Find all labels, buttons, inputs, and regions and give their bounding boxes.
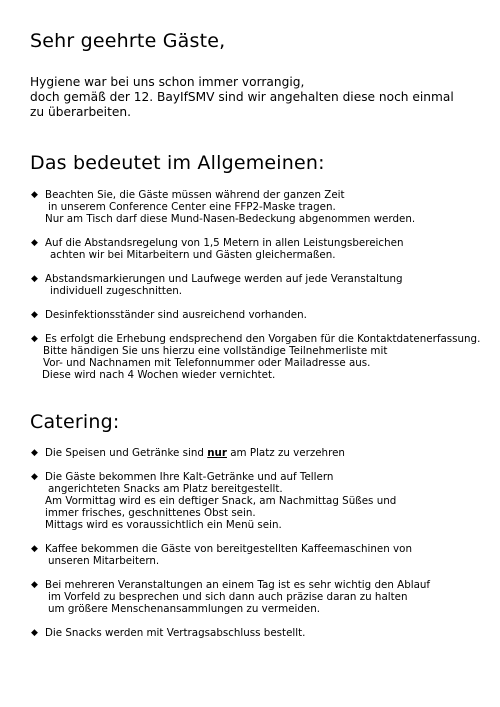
list-item-line: um größere Menschenansammlungen zu vermeiden.: [48, 603, 321, 615]
list-item-line: unseren Mitarbeitern.: [48, 555, 160, 567]
list-item-line: im Vorfeld zu besprechen und sich dann auch präzise daran zu halten: [48, 591, 408, 603]
list-item-line: Abstandsmarkierungen und Laufwege werden auf jede Veranstaltung: [45, 273, 403, 285]
list-item-line: immer frisches, geschnittenes Obst sein.: [45, 507, 256, 519]
text-segment: am Platz zu verzehren: [226, 447, 345, 459]
list-item-line: individuell zugeschnitten.: [50, 285, 183, 297]
list-item-line: Vor- und Nachnamen mit Telefonnummer oder Mailadresse aus.: [43, 357, 371, 369]
list-item-line: Mittags wird es voraussichtlich ein Menü sein.: [45, 519, 282, 531]
list-item-line: Desinfektionsständer sind ausreichend vorhanden.: [45, 309, 307, 321]
list-item-line: Am Vormittag wird es ein deftiger Snack, am Nachmittag Süßes und: [45, 495, 397, 507]
list-item-line: Es erfolgt die Erhebung endsprechend den Vorgaben für die Kontaktdatenerfassung.: [45, 333, 481, 345]
diamond-bullet-icon: ◆: [31, 274, 38, 284]
list-item: [31, 273, 491, 297]
list-item-line: [45, 447, 491, 459]
text-segment: Die Speisen und Getränke sind: [45, 447, 208, 459]
list-item: [31, 309, 491, 321]
diamond-bullet-icon: ◆: [31, 544, 38, 554]
list-item-line: Die Gäste bekommen Ihre Kalt-Getränke und auf Tellern: [45, 471, 334, 483]
diamond-bullet-icon: ◆: [31, 448, 38, 458]
list-item-line: Diese wird nach 4 Wochen wieder vernichtet.: [42, 369, 276, 381]
list-item: [31, 447, 491, 459]
emphasis-text: nur: [207, 447, 227, 459]
list-item-line: Nur am Tisch darf diese Mund-Nasen-Bedeckung abgenommen werden.: [45, 213, 416, 225]
list-item-line: Die Snacks werden mit Vertragsabschluss bestellt.: [45, 627, 306, 639]
greeting-heading: Sehr geehrte Gäste,: [30, 30, 226, 52]
list-item: [31, 579, 491, 615]
diamond-bullet-icon: ◆: [31, 580, 38, 590]
list-item-line: Bitte händigen Sie uns hierzu eine vollständige Teilnehmerliste mit: [43, 345, 388, 357]
list-item: [31, 471, 491, 531]
list-item-line: Bei mehreren Veranstaltungen an einem Tag ist es sehr wichtig den Ablauf: [45, 579, 431, 591]
catering-list: [31, 447, 491, 651]
intro-paragraph: [30, 75, 454, 120]
diamond-bullet-icon: ◆: [31, 238, 38, 248]
intro-line: Hygiene war bei uns schon immer vorrangig,: [30, 75, 305, 89]
list-item-line: in unserem Conference Center eine FFP2-Maske tragen.: [48, 201, 336, 213]
list-item: [31, 237, 491, 261]
diamond-bullet-icon: ◆: [31, 190, 38, 200]
list-item-line: Auf die Abstandsregelung von 1,5 Metern in allen Leistungsbereichen: [45, 237, 404, 249]
diamond-bullet-icon: ◆: [31, 472, 38, 482]
list-item: [31, 189, 491, 225]
diamond-bullet-icon: ◆: [31, 310, 38, 320]
section-heading-catering: Catering:: [30, 411, 120, 433]
diamond-bullet-icon: ◆: [31, 334, 38, 344]
list-item-line: Kaffee bekommen die Gäste von bereitgestellten Kaffeemaschinen von: [45, 543, 412, 555]
intro-line: doch gemäß der 12. BayIfSMV sind wir angehalten diese noch einmal: [30, 90, 454, 104]
list-item: [31, 333, 491, 381]
general-rules-list: [31, 189, 491, 393]
section-heading-general: Das bedeutet im Allgemeinen:: [30, 152, 325, 174]
intro-line: zu überarbeiten.: [30, 105, 131, 119]
list-item-line: Beachten Sie, die Gäste müssen während der ganzen Zeit: [45, 189, 345, 201]
list-item-line: angerichteten Snacks am Platz bereitgestellt.: [48, 483, 283, 495]
list-item-line: achten wir bei Mitarbeitern und Gästen gleichermaßen.: [50, 249, 336, 261]
list-item: [31, 627, 491, 639]
list-item: [31, 543, 491, 567]
diamond-bullet-icon: ◆: [31, 628, 38, 638]
